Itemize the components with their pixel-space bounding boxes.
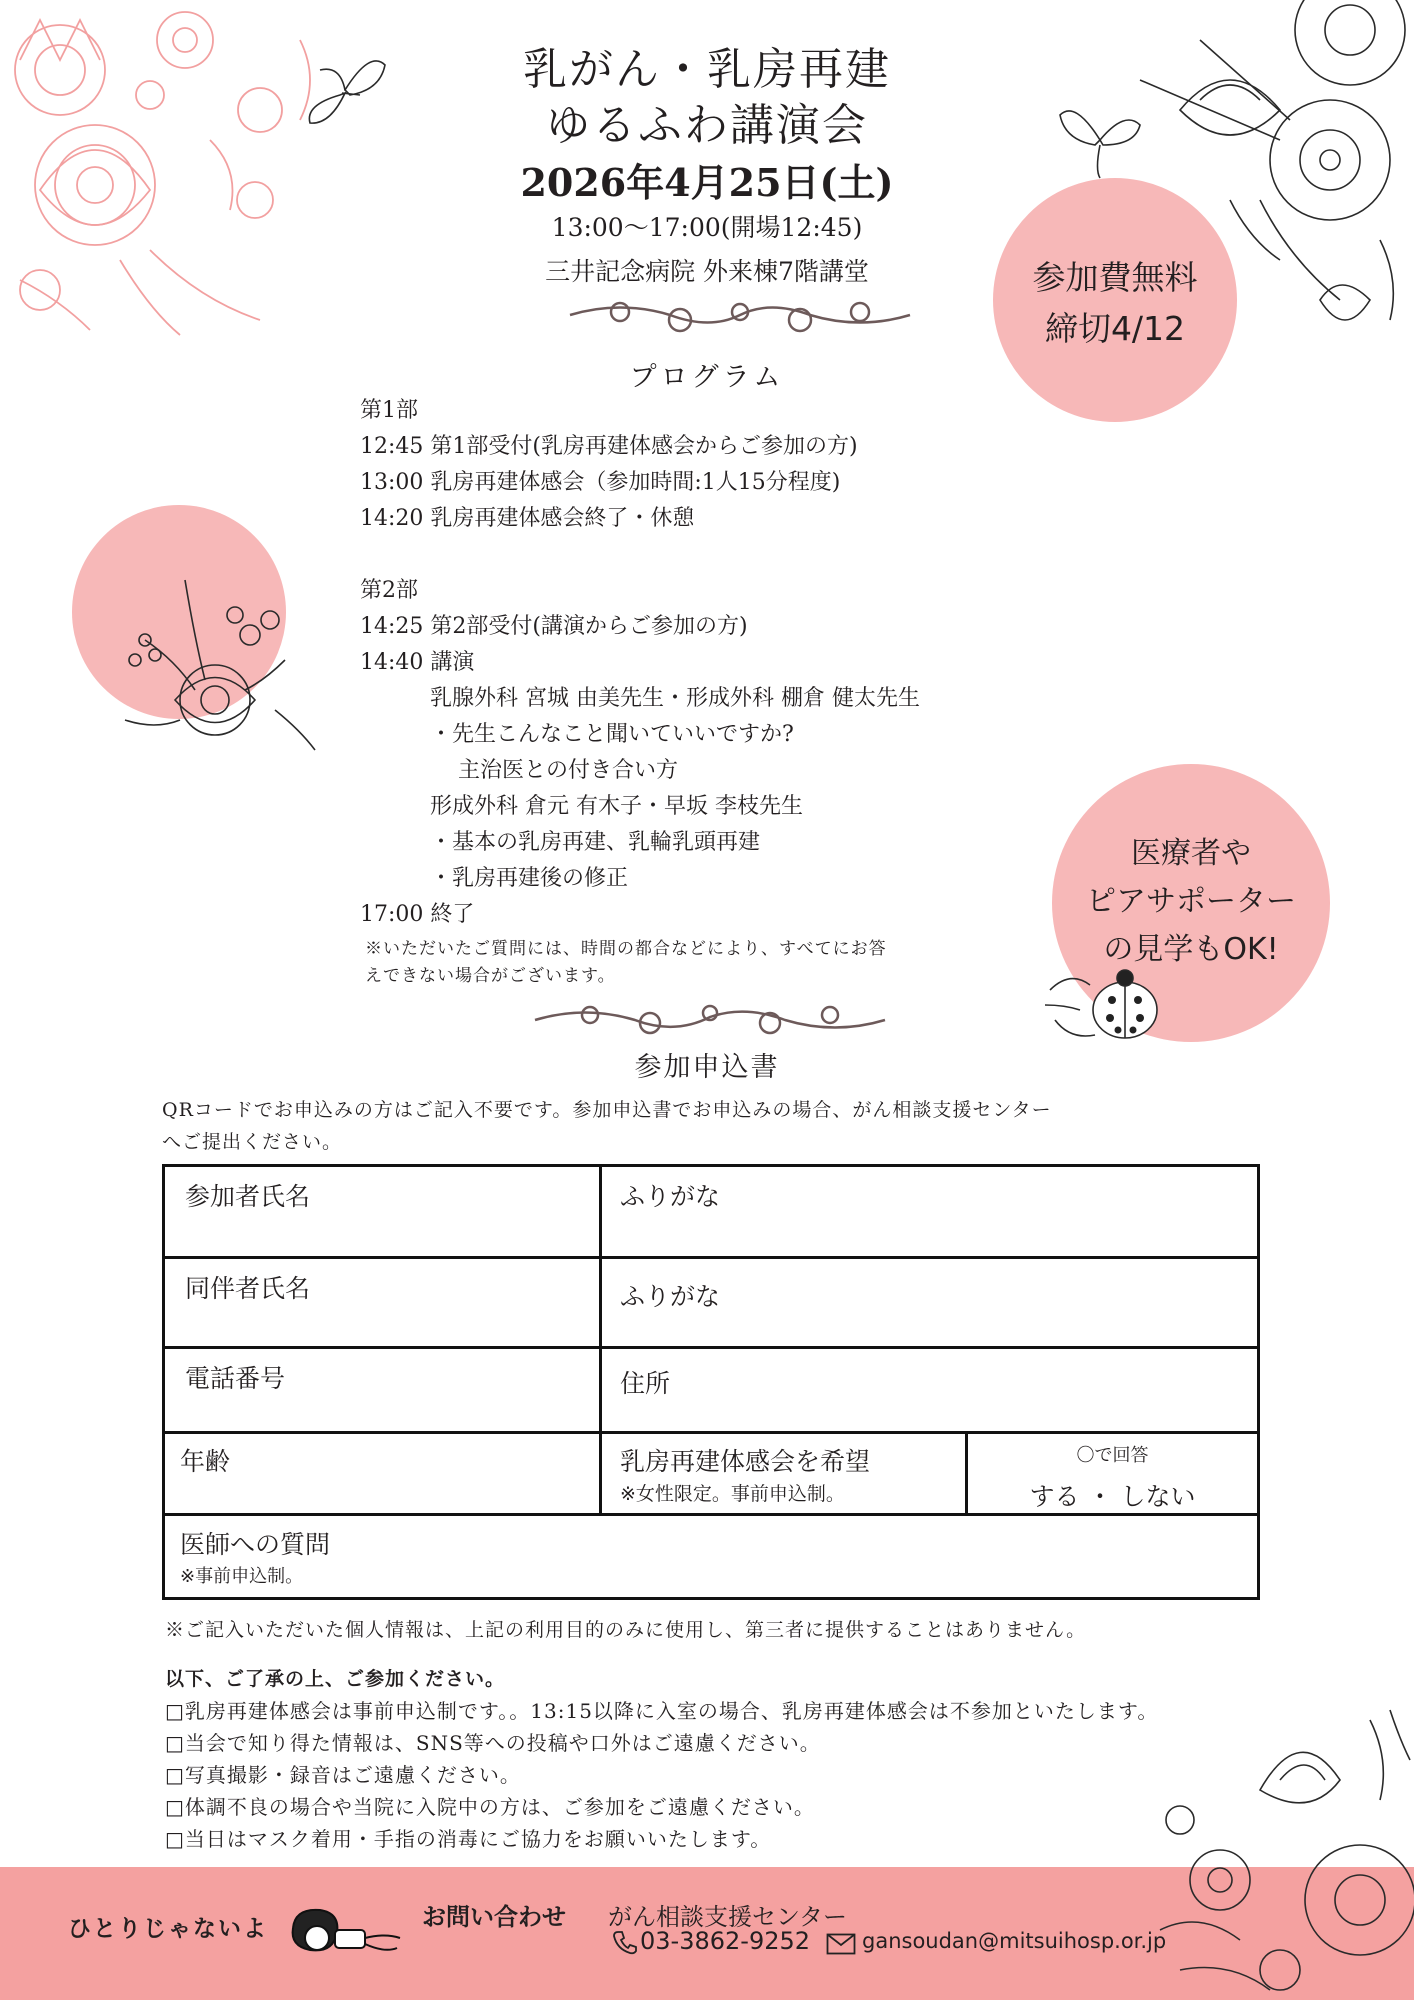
phone-field[interactable]: [165, 1349, 599, 1431]
application-form: [162, 1164, 1260, 1600]
phone-label: 電話番号: [185, 1364, 286, 1393]
furigana-label: ふりがな: [620, 1182, 721, 1211]
program-item: 主治医との付き合い方: [458, 758, 679, 783]
ornament-divider: [525, 995, 895, 1040]
experience-note: ※女性限定。事前申込制。: [620, 1483, 845, 1505]
answer-hint: 〇で回答: [1076, 1445, 1149, 1466]
mascot-icon: [285, 1898, 405, 1958]
program-heading: プログラム: [629, 362, 785, 393]
event-title-line1: 乳がん・乳房再建: [523, 44, 891, 95]
footer-slogan: ひとりじゃないよ: [68, 1916, 268, 1942]
event-venue: 三井記念病院 外来棟7階講堂: [545, 257, 869, 286]
rule-item: □当会で知り得た情報は、SNS等への投稿や口外はご遠慮ください。: [165, 1731, 821, 1755]
visitor-badge-line3: の見学もOK!: [1103, 932, 1279, 967]
age-label: 年齢: [180, 1447, 231, 1476]
application-intro-line1: QRコードでお申込みの方はご記入不要です。参加申込書でお申込みの場合、がん相談支援センター: [162, 1099, 1052, 1121]
program-note-line1: ※いただいたご質問には、時間の都合などにより、すべてにお答: [365, 939, 887, 959]
bouquet-icon: [85, 560, 325, 760]
answer-options[interactable]: する ・ しない: [1029, 1482, 1196, 1511]
companion-name-field[interactable]: [602, 1259, 1257, 1346]
program-item: ・乳房再建後の修正: [430, 866, 629, 891]
rules-heading: 以下、ご了承の上、ご参加ください。: [165, 1668, 506, 1690]
program-item: 14:25 第2部受付(講演からご参加の方): [360, 614, 748, 639]
mail-icon: [826, 1933, 856, 1955]
program-item: 乳腺外科 宮城 由美先生・形成外科 棚倉 健太先生: [430, 686, 920, 711]
furigana-label: ふりがな: [620, 1282, 721, 1311]
application-intro-line2: へご提出ください。: [162, 1131, 343, 1153]
ladybug-icon: [1040, 950, 1170, 1060]
program-item: 13:00 乳房再建体感会（参加時間:1人15分程度): [360, 470, 841, 495]
visitor-badge-line2: ピアサポーター: [1086, 884, 1296, 919]
contact-phone[interactable]: 03-3862-9252: [640, 1927, 811, 1955]
program-item: 17:00 終了: [360, 902, 475, 927]
questions-field[interactable]: [415, 1516, 1257, 1597]
privacy-note: ※ご記入いただいた個人情報は、上記の利用目的のみに使用し、第三者に提供することはありません。: [165, 1619, 1087, 1641]
program-item: 12:45 第1部受付(乳房再建体感会からご参加の方): [360, 434, 858, 459]
visitor-badge-line1: 医療者や: [1131, 836, 1251, 871]
ornament-divider: [560, 290, 920, 340]
program-item: ・基本の乳房再建、乳輪乳頭再建: [430, 830, 761, 855]
contact-center: がん相談支援センター: [608, 1903, 848, 1931]
age-field[interactable]: [165, 1434, 599, 1513]
rule-item: □乳房再建体感会は事前申込制です。。13:15以降に入室の場合、乳房再建体感会は不参加といたします。: [165, 1699, 1159, 1723]
phone-icon: [612, 1929, 638, 1955]
rule-item: □写真撮影・録音はご遠慮ください。: [165, 1763, 521, 1787]
fee-badge-line2: 締切4/12: [1044, 309, 1186, 348]
program-item: ・先生こんなこと聞いていいですか?: [430, 722, 794, 747]
program-item: 形成外科 倉元 有木子・早坂 李枝先生: [430, 794, 803, 819]
part1-label: 第1部: [360, 398, 418, 423]
floral-decoration-bottom-right: [1140, 1700, 1414, 2000]
rule-item: □体調不良の場合や当院に入院中の方は、ご参加をご遠慮ください。: [165, 1795, 815, 1819]
contact-email[interactable]: gansoudan@mitsuihosp.or.jp: [862, 1929, 1167, 1953]
companion-name-label: 同伴者氏名: [185, 1274, 311, 1303]
contact-label: お問い合わせ: [422, 1903, 566, 1931]
event-date: 2026年4月25日(土): [520, 160, 894, 205]
event-time: 13:00～17:00(開場12:45): [551, 213, 863, 242]
program-item: 14:40 講演: [360, 650, 475, 675]
part2-label: 第2部: [360, 578, 418, 603]
program-item: 14:20 乳房再建体感会終了・休憩: [360, 506, 695, 531]
rule-item: □当日はマスク着用・手指の消毒にご協力をお願いいたします。: [165, 1827, 772, 1851]
fee-badge-line1: 参加費無料: [1032, 258, 1198, 297]
participant-name-label: 参加者氏名: [185, 1182, 311, 1211]
event-title-line2: ゆるふわ講演会: [546, 100, 868, 151]
experience-request-label: 乳房再建体感会を希望: [620, 1447, 871, 1476]
program-note-line2: えできない場合がございます。: [365, 966, 616, 986]
address-label: 住所: [620, 1369, 671, 1398]
address-field[interactable]: [602, 1349, 1257, 1431]
questions-label: 医師への質問: [180, 1530, 331, 1559]
questions-note: ※事前申込制。: [180, 1566, 304, 1587]
application-heading: 参加申込書: [634, 1052, 780, 1083]
participant-name-field[interactable]: [602, 1167, 1257, 1256]
